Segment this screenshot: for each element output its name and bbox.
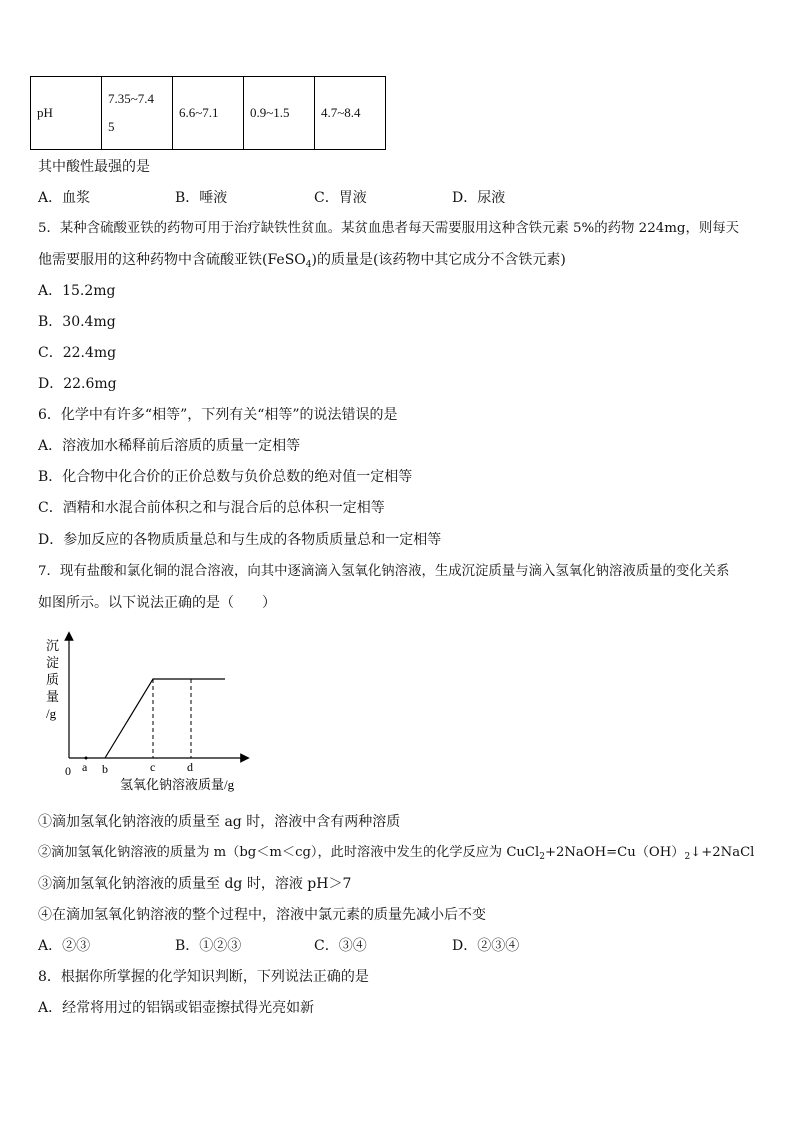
- q5-stem-line1: 5．某种含硫酸亚铁的药物可用于治疗缺铁性贫血。某贫血患者每天需要服用这种含铁元素 5%的药物 224mg，则每天: [38, 221, 740, 236]
- q7-statement-3: ③滴加氢氧化钠溶液的质量至 dg 时，溶液 pH＞7: [38, 876, 352, 892]
- q5-line2-a: 他需要服用的这种药物中含硫酸亚铁(FeSO: [38, 252, 306, 268]
- q6-stem: 6．化学中有许多“相等”，下列有关“相等”的说法错误的是: [38, 407, 398, 423]
- q5-option-a[interactable]: A．15.2mg: [38, 283, 116, 299]
- tick-label-b: b: [102, 762, 108, 776]
- q4-stem: 其中酸性最强的是: [38, 159, 150, 175]
- x-axis-label: 氢氧化钠溶液质量/g: [120, 777, 235, 792]
- q4-option-a[interactable]: A．血浆: [38, 190, 91, 206]
- table-cell-saliva: 6.6~7.1: [173, 77, 244, 150]
- q4-option-b[interactable]: B．唾液: [175, 190, 228, 206]
- q7-statement-1: ①滴加氢氧化钠溶液的质量至 ag 时，溶液中含有两种溶质: [38, 814, 401, 830]
- cell-line-1: 7.35~7.4: [108, 91, 155, 106]
- q6-option-b[interactable]: B．化合物中化合价的正价总数与负价总数的绝对值一定相等: [38, 469, 413, 485]
- q7-s2-b: +2NaOH=Cu（OH）: [544, 845, 685, 860]
- table-row: [31, 77, 386, 150]
- y-label-char-4: 量: [46, 689, 60, 704]
- y-label-char-5: /g: [46, 706, 57, 721]
- y-label-char-2: 淀: [46, 655, 60, 670]
- q6-option-d[interactable]: D．参加反应的各物质质量总和与生成的各物质质量总和一定相等: [38, 532, 442, 548]
- cell-line-2: 5: [108, 119, 115, 134]
- q7-option-a[interactable]: A．②③: [38, 938, 91, 954]
- tick-label-d: d: [187, 760, 193, 774]
- row-label-ph: pH: [31, 77, 102, 150]
- ph-table: [30, 76, 386, 150]
- q4-option-c[interactable]: C．胃液: [314, 190, 367, 206]
- q8-option-a[interactable]: A．经常将用过的铝锅或铝壶擦拭得光亮如新: [38, 1000, 315, 1016]
- q5-option-c[interactable]: C．22.4mg: [38, 345, 117, 361]
- precipitate-curve: [105, 679, 225, 758]
- q7-stem-line1: 7．现有盐酸和氯化铜的混合溶液，向其中逐滴滴入氢氧化钠溶液，生成沉淀质量与滴入氢氧化钠溶液质量的变化关系: [38, 564, 730, 579]
- origin-label: 0: [65, 764, 71, 778]
- q5-line2-sub: 4: [305, 260, 312, 270]
- q7-s2-sub2: 2: [684, 852, 691, 862]
- table-cell-urine: 4.7~8.4: [315, 77, 386, 150]
- q7-option-b[interactable]: B．①②③: [175, 938, 242, 954]
- q5-line2-b: )的质量是(该药物中其它成分不含铁元素): [311, 252, 566, 268]
- y-label-char-1: 沉: [46, 638, 60, 653]
- q7-s2-sub1: 2: [539, 852, 545, 862]
- q7-option-c[interactable]: C．③④: [314, 938, 367, 954]
- y-label-char-3: 质: [46, 672, 60, 687]
- precipitate-graph: [40, 630, 260, 795]
- q5-stem-line2: [38, 250, 566, 275]
- q8-stem: 8．根据你所掌握的化学知识判断，下列说法正确的是: [38, 969, 369, 985]
- q7-s2-c: ↓+2NaCl: [690, 845, 755, 860]
- q7-statement-2: [38, 843, 754, 867]
- q5-option-b[interactable]: B．30.4mg: [38, 314, 116, 330]
- q5-option-d[interactable]: D．22.6mg: [38, 376, 117, 392]
- q7-s2-a: ②滴加氢氧化钠溶液的质量为 m（bg＜m＜cg），此时溶液中发生的化学反应为 CuCl: [38, 845, 540, 860]
- q6-option-c[interactable]: C．酒精和水混合前体积之和与混合后的总体积一定相等: [38, 500, 385, 516]
- table-cell-plasma: [102, 77, 173, 150]
- q7-stem-line2: 如图所示。以下说法正确的是（ ）: [38, 595, 276, 611]
- q4-option-d[interactable]: D．尿液: [452, 190, 506, 206]
- q7-option-d[interactable]: D．②③④: [452, 938, 520, 954]
- tick-label-c: c: [150, 760, 156, 774]
- q7-statement-4: ④在滴加氢氧化钠溶液的整个过程中，溶液中氯元素的质量先减小后不变: [38, 907, 486, 923]
- q6-option-a[interactable]: A．溶液加水稀释前后溶质的质量一定相等: [38, 438, 301, 454]
- tick-label-a: a: [82, 760, 88, 774]
- table-cell-gastric: 0.9~1.5: [244, 77, 315, 150]
